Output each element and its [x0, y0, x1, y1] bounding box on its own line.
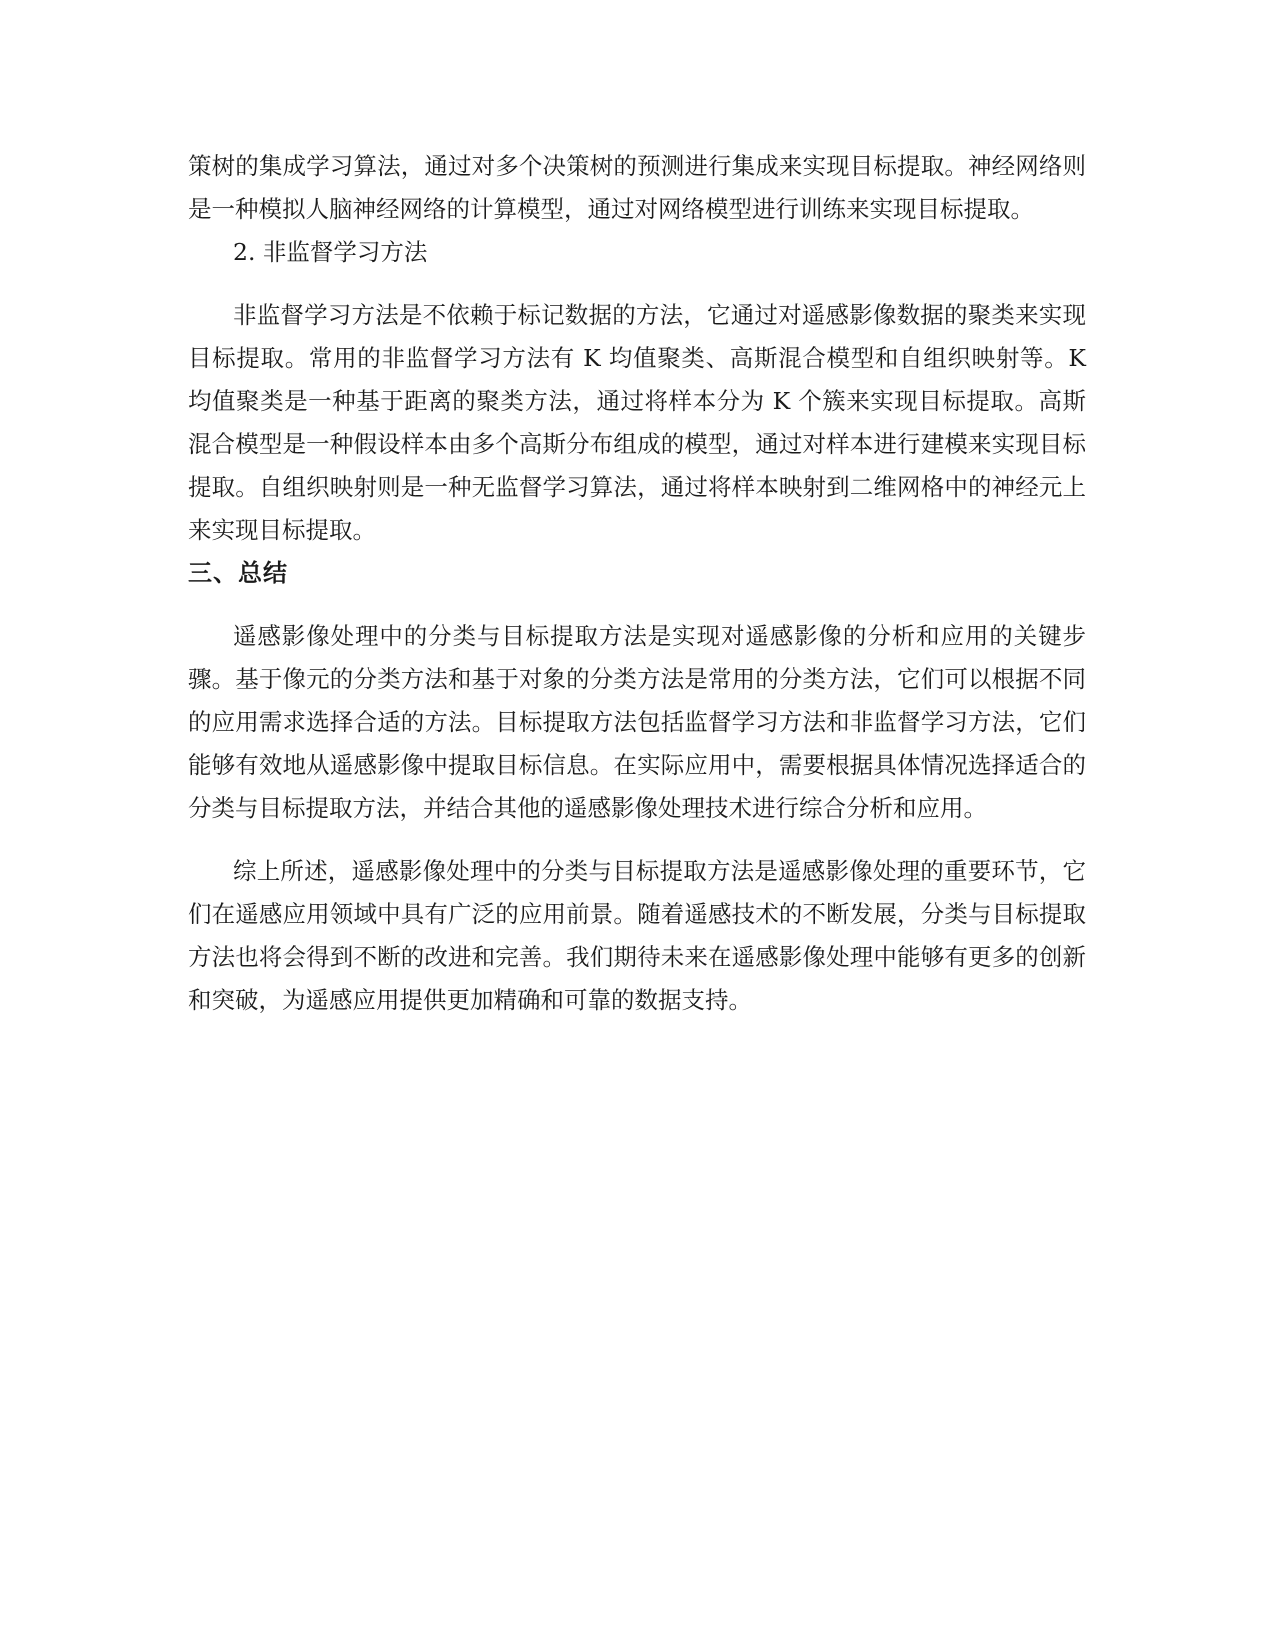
- paragraph-continued: 策树的集成学习算法，通过对多个决策树的预测进行集成来实现目标提取。神经网络则是一种模拟人脑神经网络的计算模型，通过对网络模型进行训练来实现目标提取。: [188, 152, 1086, 223]
- paragraph-unsupervised-learning: 非监督学习方法是不依赖于标记数据的方法，它通过对遥感影像数据的聚类来实现目标提取。常用的非监督学习方法有 K 均值聚类、高斯混合模型和自组织映射等。K 均值聚类是一种基于距离的聚类方法，通过将样本分为 K 个簇来实现目标提取。高斯混合模型是一种假设样本由多个高斯分布组成的模型，通过对样本进行建模来实现目标提取。自组织映射则是一种无监督学习算法，通过将样本映射到二维网格中的神经元上来实现目标提取。: [188, 301, 1086, 544]
- document-body: [188, 145, 1086, 1022]
- paragraph-summary-2: 综上所述，遥感影像处理中的分类与目标提取方法是遥感影像处理的重要环节，它们在遥感应用领域中具有广泛的应用前景。随着遥感技术的不断发展，分类与目标提取方法也将会得到不断的改进和完善。我们期待未来在遥感影像处理中能够有更多的创新和突破，为遥感应用提供更加精确和可靠的数据支持。: [188, 857, 1086, 1014]
- section-heading-summary: 三、总结: [188, 559, 288, 587]
- paragraph-summary-1: 遥感影像处理中的分类与目标提取方法是实现对遥感影像的分析和应用的关键步骤。基于像元的分类方法和基于对象的分类方法是常用的分类方法，它们可以根据不同的应用需求选择合适的方法。目标提取方法包括监督学习方法和非监督学习方法，它们能够有效地从遥感影像中提取目标信息。在实际应用中，需要根据具体情况选择适合的分类与目标提取方法，并结合其他的遥感影像处理技术进行综合分析和应用。: [188, 622, 1086, 822]
- subheading-unsupervised-learning: 2. 非监督学习方法: [233, 238, 428, 266]
